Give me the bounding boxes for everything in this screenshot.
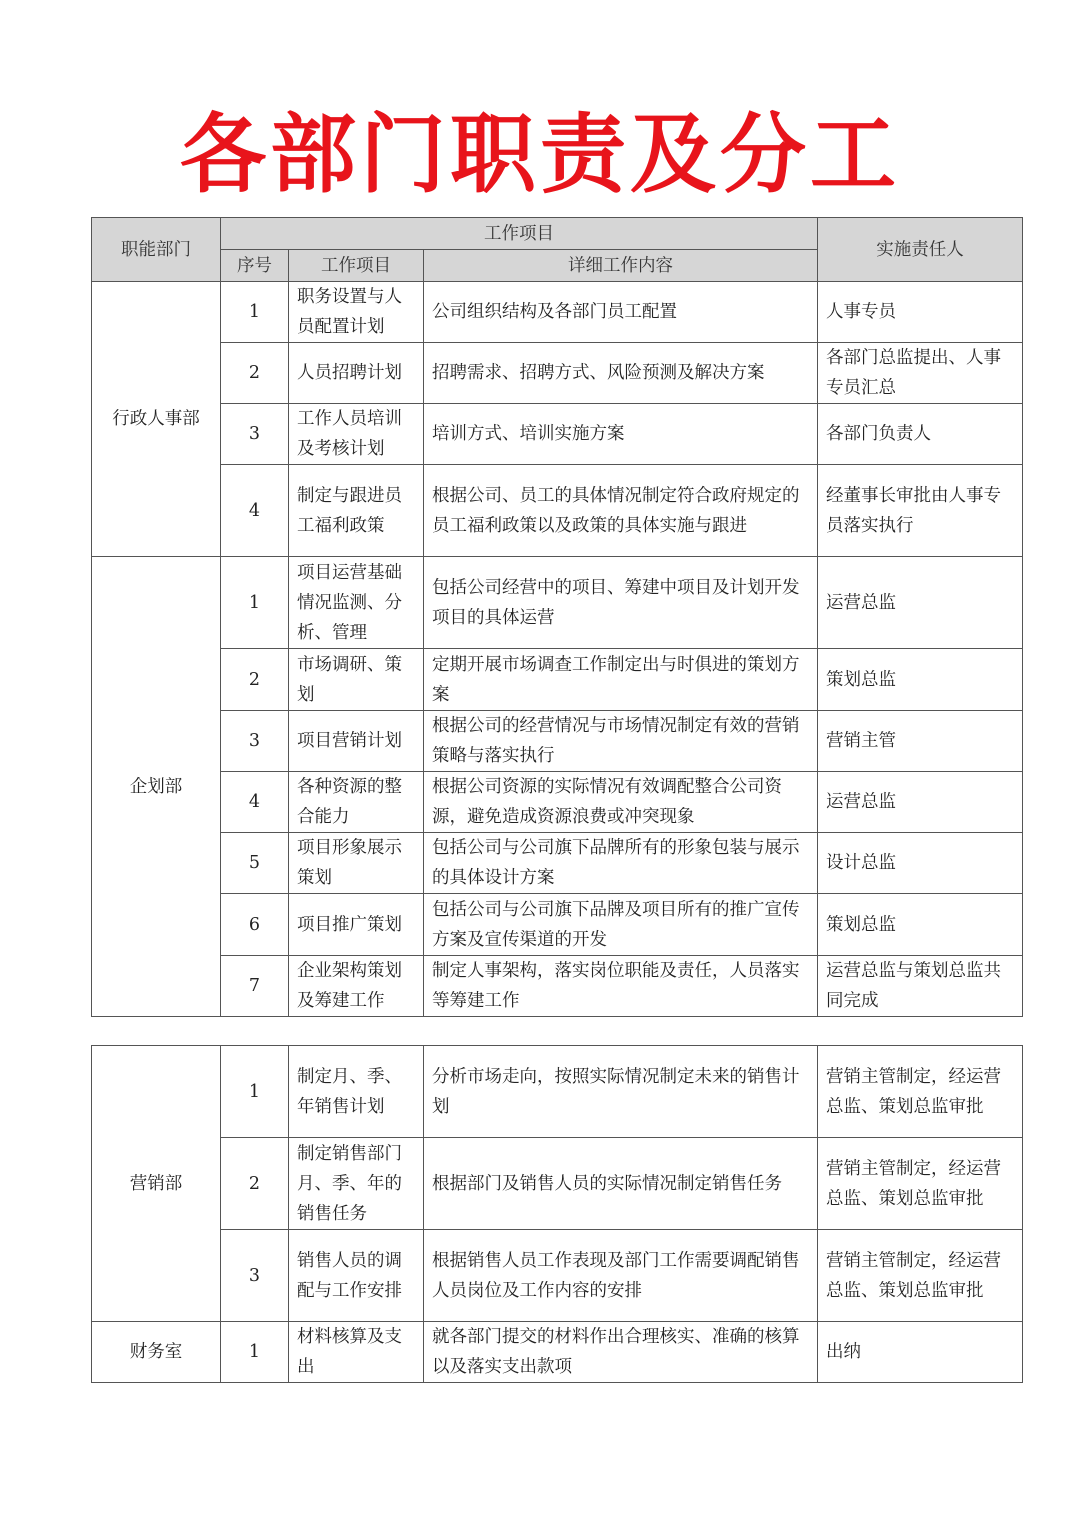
- row-number: 3: [221, 1230, 289, 1322]
- work-detail: 包括公司与公司旗下品牌所有的形象包装与展示的具体设计方案: [424, 833, 818, 894]
- work-detail: 制定人事架构，落实岗位职能及责任，人员落实等筹建工作: [424, 956, 818, 1017]
- page-title: 各部门职责及分工: [180, 105, 900, 205]
- work-item: 职务设置与人员配置计划: [289, 282, 424, 343]
- duties-table-2: [91, 1045, 1023, 1383]
- responsible-person: 营销主管: [818, 711, 1023, 772]
- table-row: [92, 1230, 1023, 1322]
- header-row-top: [92, 218, 1023, 250]
- responsible-person: 人事专员: [818, 282, 1023, 343]
- responsible-person: 运营总监: [818, 557, 1023, 649]
- work-detail: 包括公司与公司旗下品牌及项目所有的推广宣传方案及宣传渠道的开发: [424, 894, 818, 956]
- work-detail: 根据公司的经营情况与市场情况制定有效的营销策略与落实执行: [424, 711, 818, 772]
- row-number: 2: [221, 649, 289, 711]
- table-row: [92, 711, 1023, 772]
- table-row: [92, 557, 1023, 649]
- work-item: 材料核算及支出: [289, 1322, 424, 1383]
- header-dept: 职能部门: [92, 218, 221, 282]
- work-item: 项目运营基础情况监测、分析、管理: [289, 557, 424, 649]
- table-row: [92, 1138, 1023, 1230]
- work-detail: 公司组织结构及各部门员工配置: [424, 282, 818, 343]
- work-item: 项目形象展示策划: [289, 833, 424, 894]
- table-row: [92, 894, 1023, 956]
- row-number: 2: [221, 1138, 289, 1230]
- work-item: 项目推广策划: [289, 894, 424, 956]
- row-number: 1: [221, 282, 289, 343]
- work-detail: 分析市场走向，按照实际情况制定未来的销售计划: [424, 1046, 818, 1138]
- table-row: [92, 404, 1023, 465]
- work-item: 企业架构策划及筹建工作: [289, 956, 424, 1017]
- row-number: 4: [221, 772, 289, 833]
- table-row: [92, 649, 1023, 711]
- responsible-person: 策划总监: [818, 649, 1023, 711]
- header-no: 序号: [221, 250, 289, 282]
- responsible-person: 经董事长审批由人事专员落实执行: [818, 465, 1023, 557]
- duties-table-1: [91, 217, 1023, 1017]
- header-group: 工作项目: [221, 218, 818, 250]
- row-number: 1: [221, 557, 289, 649]
- work-item: 各种资源的整合能力: [289, 772, 424, 833]
- work-detail: 包括公司经营中的项目、筹建中项目及计划开发项目的具体运营: [424, 557, 818, 649]
- header-detail: 详细工作内容: [424, 250, 818, 282]
- table-row: [92, 343, 1023, 404]
- work-detail: 定期开展市场调查工作制定出与时俱进的策划方案: [424, 649, 818, 711]
- work-detail: 招聘需求、招聘方式、风险预测及解决方案: [424, 343, 818, 404]
- row-number: 7: [221, 956, 289, 1017]
- responsible-person: 营销主管制定，经运营总监、策划总监审批: [818, 1046, 1023, 1138]
- work-detail: 就各部门提交的材料作出合理核实、准确的核算以及落实支出款项: [424, 1322, 818, 1383]
- work-item: 项目营销计划: [289, 711, 424, 772]
- work-detail: 根据部门及销售人员的实际情况制定销售任务: [424, 1138, 818, 1230]
- responsible-person: 运营总监: [818, 772, 1023, 833]
- work-item: 制定销售部门月、季、年的销售任务: [289, 1138, 424, 1230]
- responsible-person: 各部门总监提出、人事专员汇总: [818, 343, 1023, 404]
- responsible-person: 策划总监: [818, 894, 1023, 956]
- dept-cell: 行政人事部: [92, 282, 221, 557]
- responsible-person: 营销主管制定，经运营总监、策划总监审批: [818, 1230, 1023, 1322]
- work-detail: 根据公司资源的实际情况有效调配整合公司资源，避免造成资源浪费或冲突现象: [424, 772, 818, 833]
- work-item: 制定月、季、年销售计划: [289, 1046, 424, 1138]
- table-row: [92, 282, 1023, 343]
- work-item: 人员招聘计划: [289, 343, 424, 404]
- row-number: 4: [221, 465, 289, 557]
- responsible-person: 运营总监与策划总监共同完成: [818, 956, 1023, 1017]
- header-item: 工作项目: [289, 250, 424, 282]
- row-number: 6: [221, 894, 289, 956]
- dept-cell: 营销部: [92, 1046, 221, 1322]
- dept-cell: 企划部: [92, 557, 221, 1017]
- table-row: [92, 1046, 1023, 1138]
- row-number: 5: [221, 833, 289, 894]
- responsible-person: 出纳: [818, 1322, 1023, 1383]
- table-row: [92, 956, 1023, 1017]
- table-row: [92, 772, 1023, 833]
- work-item: 工作人员培训及考核计划: [289, 404, 424, 465]
- table-row: [92, 1322, 1023, 1383]
- work-item: 市场调研、策划: [289, 649, 424, 711]
- work-detail: 培训方式、培训实施方案: [424, 404, 818, 465]
- work-item: 制定与跟进员工福利政策: [289, 465, 424, 557]
- table-row: [92, 465, 1023, 557]
- row-number: 1: [221, 1322, 289, 1383]
- row-number: 2: [221, 343, 289, 404]
- row-number: 3: [221, 404, 289, 465]
- work-detail: 根据销售人员工作表现及部门工作需要调配销售人员岗位及工作内容的安排: [424, 1230, 818, 1322]
- work-detail: 根据公司、员工的具体情况制定符合政府规定的员工福利政策以及政策的具体实施与跟进: [424, 465, 818, 557]
- header-owner: 实施责任人: [818, 218, 1023, 282]
- responsible-person: 营销主管制定，经运营总监、策划总监审批: [818, 1138, 1023, 1230]
- row-number: 1: [221, 1046, 289, 1138]
- row-number: 3: [221, 711, 289, 772]
- dept-cell: 财务室: [92, 1322, 221, 1383]
- responsible-person: 设计总监: [818, 833, 1023, 894]
- table-row: [92, 833, 1023, 894]
- responsible-person: 各部门负责人: [818, 404, 1023, 465]
- work-item: 销售人员的调配与工作安排: [289, 1230, 424, 1322]
